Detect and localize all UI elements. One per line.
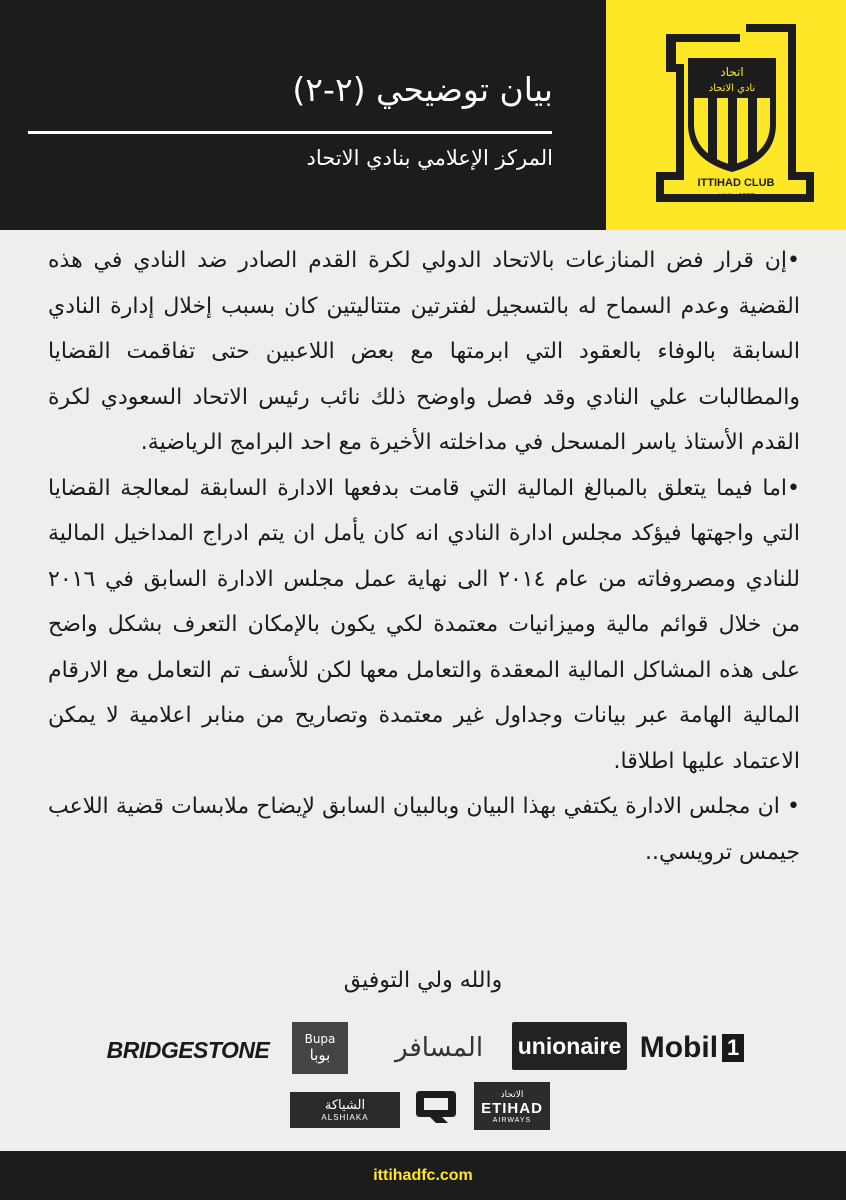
etihad-en-text: ETIHAD [481, 1099, 543, 1117]
mobily-logo-icon [412, 1086, 460, 1126]
svg-text:نادي الاتحاد: نادي الاتحاد [708, 83, 756, 94]
etihad-airways-logo [474, 1082, 550, 1130]
bridgestone-logo: BRIDGESTONE [106, 1036, 270, 1063]
unionaire-logo: unionaire [512, 1022, 627, 1070]
svg-text:اتحاد: اتحاد [720, 65, 744, 79]
paragraph-2: •اما فيما يتعلق بالمبالغ المالية التي قامت بدفعها الادارة السابقة لمعالجة القضايا التي واجهتها فيؤكد مجلس ادارة النادي انه كان يأمل ان يتم ادراج المداخيل المالية للنادي ومصروفاته من عام ٢٠١٤ الى نهاية عمل مجلس الادارة السابق في ٢٠١٦ من خلال قوائم مالية وميزانيات معتمدة لكي يكون بالإمكان التعرف بشكل واضح على هذه المشاكل المالية المعقدة والتعامل معها لكن للأسف تم التعامل مع الارقام المالية الهامة عبر بيانات وجداول غير معتمدة وتصاريح من منابر اعلامية لا يمكن الاعتماد عليها اطلاقا. [48, 475, 801, 774]
footer-url[interactable]: ittihadfc.com [373, 1166, 473, 1184]
alshiaka-ar-text: الشياكة [324, 1098, 366, 1113]
alshiaka-en-text: ALSHIAKA [321, 1113, 369, 1122]
etihad-ar-text: الاتحاد [500, 1088, 524, 1099]
header-banner [0, 0, 846, 230]
mobil-text: Mobil [639, 1031, 719, 1064]
paragraph-1: •إن قرار فض المنازعات بالاتحاد الدولي لكرة القدم الصادر ضد النادي في هذه القضية وعدم السماح له بالتسجيل لفترتين متتاليتين كان بسبب إخلال إدارة النادي السابقة بالوفاء بالعقود التي ابرمتها مع بعض اللاعبين حتى تفاقمت القضايا والمطالبات علي النادي وقد فصل واوضح ذلك نائب رئيس الاتحاد السعودي لكرة القدم الأستاذ ياسر المسحل في مداخلته الأخيرة مع احد البرامج الرياضية. [48, 248, 800, 455]
footer-bar [0, 1151, 846, 1200]
bupa-ar-text: بوبا [309, 1046, 331, 1064]
etihad-sub-text: AIRWAYS [492, 1116, 532, 1124]
mobil-one-badge: 1 [722, 1034, 744, 1062]
paragraph-3: • ان مجلس الادارة يكتفي بهذا البيان وبالبيان السابق لإيضاح ملابسات قضية اللاعب جيمس ترويسي.. [48, 794, 800, 865]
bupa-logo [292, 1022, 348, 1074]
svg-text:١٩٢٧ . 1927: ١٩٢٧ . 1927 [717, 193, 755, 200]
bupa-en-text: Bupa [304, 1032, 336, 1046]
almusafer-logo: المسافر [394, 1033, 484, 1063]
header-divider [28, 131, 552, 134]
page-title: بيان توضيحي (٢-٢) [292, 70, 553, 109]
alshiaka-logo [290, 1092, 400, 1128]
closing-line: والله ولي التوفيق [343, 968, 503, 993]
svg-text:ITTIHAD CLUB: ITTIHAD CLUB [697, 177, 775, 189]
mobil1-logo [636, 1028, 748, 1068]
page-subtitle: المركز الإعلامي بنادي الاتحاد [306, 146, 553, 170]
ittihad-club-logo-icon [636, 12, 836, 222]
statement-body [48, 238, 800, 875]
